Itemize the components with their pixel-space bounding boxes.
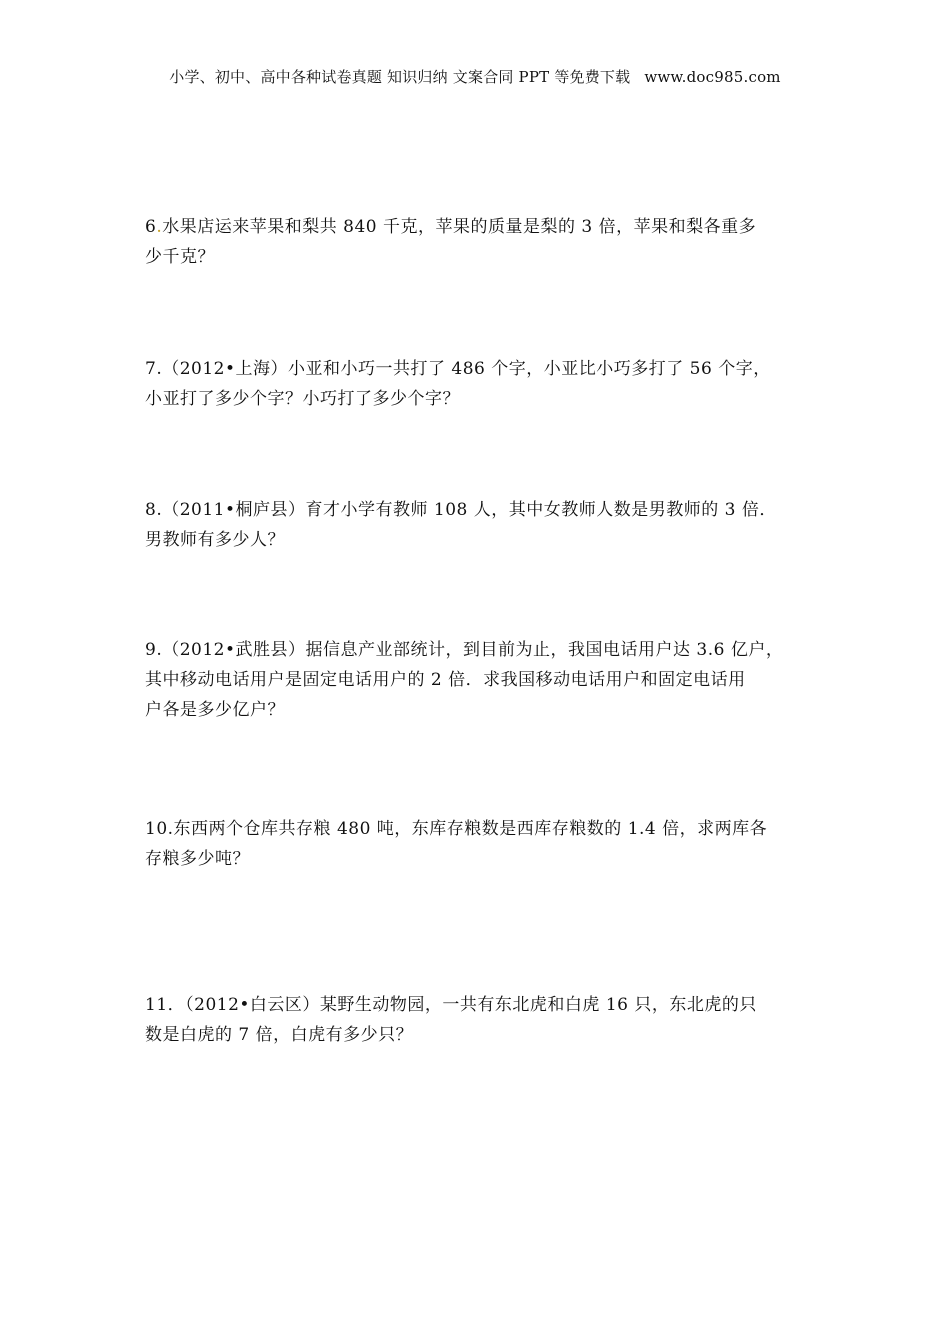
problem-6-line-1: 6.水果店运来苹果和梨共 840 千克，苹果的质量是梨的 3 倍，苹果和梨各重多	[145, 217, 757, 237]
header-site: www.doc985.com	[644, 68, 781, 86]
problem-11	[145, 990, 825, 1050]
problem-8	[145, 495, 825, 555]
problem-8-line-2: 男教师有多少人？	[145, 530, 285, 550]
problem-9-line-1: 9.（2012•武胜县）据信息产业部统计，到目前为止，我国电话用户达 3.6 亿户，	[145, 640, 784, 660]
problem-8-line-1: 8.（2011•桐庐县）育才小学有教师 108 人，其中女教师人数是男教师的 3 倍．	[145, 500, 777, 520]
problem-10-line-2: 存粮多少吨？	[145, 849, 250, 869]
problem-6-line-2: 少千克？	[145, 247, 215, 267]
problem-10	[145, 814, 825, 874]
problem-11-line-2: 数是白虎的 7 倍，白虎有多少只？	[145, 1025, 414, 1045]
problem-6	[145, 212, 825, 272]
problem-11-line-1: 11．（2012•白云区）某野生动物园，一共有东北虎和白虎 16 只，东北虎的只	[145, 995, 757, 1015]
problem-9-line-2: 其中移动电话用户是固定电话用户的 2 倍．求我国移动电话用户和固定电话用	[145, 670, 746, 690]
problem-7-line-1: 7.（2012•上海）小亚和小巧一共打了 486 个字，小亚比小巧多打了 56 个字，	[145, 359, 771, 379]
header-text: 小学、初中、高中各种试卷真题 知识归纳 文案合同 PPT 等免费下载	[169, 68, 631, 86]
problem-9	[145, 635, 825, 725]
problem-7	[145, 354, 825, 414]
problem-6-marker: .	[156, 217, 163, 237]
problem-9-line-3: 户各是多少亿户？	[145, 700, 285, 720]
problem-6-number: 6	[145, 217, 157, 237]
problem-7-line-2: 小亚打了多少个字？小巧打了多少个字？	[145, 389, 460, 409]
problem-10-line-1: 10.东西两个仓库共存粮 480 吨，东库存粮数是西库存粮数的 1.4 倍，求两库各	[145, 819, 768, 839]
page-header	[0, 66, 950, 87]
